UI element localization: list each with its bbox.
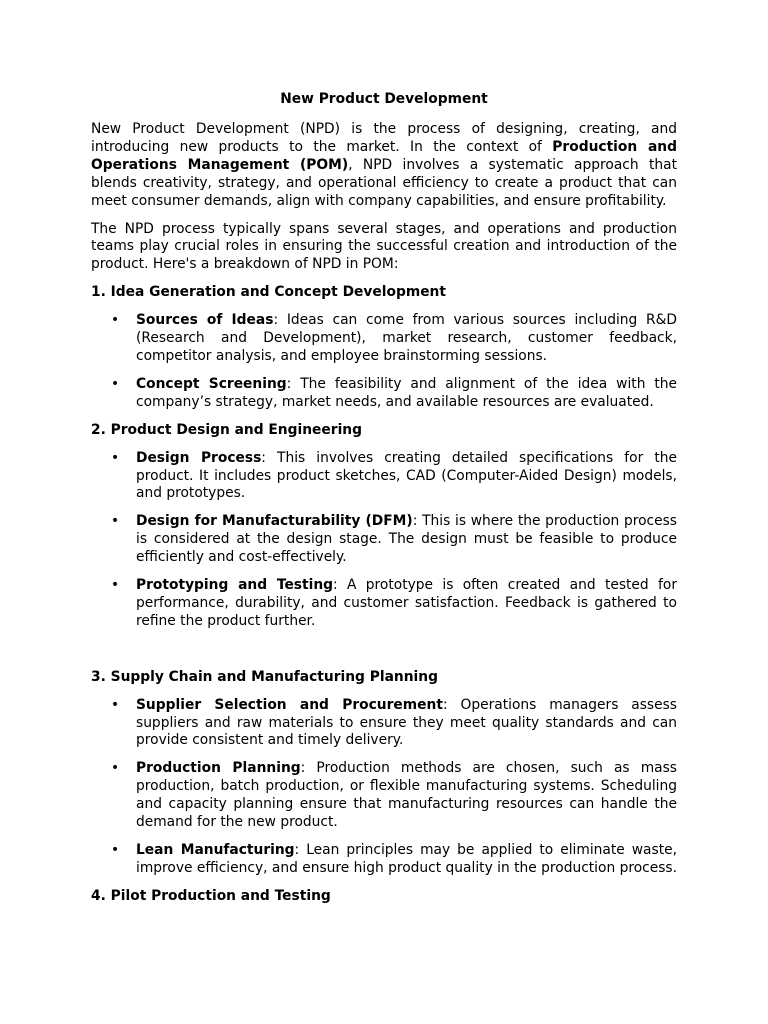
bullet-icon: • xyxy=(111,760,120,777)
intro-paragraph-2: The NPD process typically spans several stages, and operations and production teams play crucial roles in ensuring the successful creation and introduction of the product. Here's a breakdown of NPD in POM: xyxy=(91,220,677,273)
list-item-text: : Lean principles may be applied to eliminate waste, improve efficiency, and ensure high product quality in the production process. xyxy=(136,842,677,876)
list-item-term: Sources of Ideas xyxy=(136,312,274,329)
list-item xyxy=(91,450,677,504)
section-spacer xyxy=(91,641,677,669)
section-heading-4: 4. Pilot Production and Testing xyxy=(91,887,331,904)
list-item xyxy=(91,697,677,751)
section-2-list xyxy=(91,450,677,631)
list-item xyxy=(91,376,677,412)
list-item-term: Prototyping and Testing xyxy=(136,577,334,594)
list-item-term: Design for Manufacturability (DFM) xyxy=(136,513,413,530)
bullet-icon: • xyxy=(111,312,120,329)
list-item xyxy=(91,577,677,631)
list-item-term: Supplier Selection and Procurement xyxy=(136,696,443,713)
document-title: New Product Development xyxy=(280,91,488,107)
list-item-text: : A prototype is often created and tested for performance, durability, and customer satisfaction. Feedback is gathered to refine the product further. xyxy=(136,577,677,629)
list-item-text: : The feasibility and alignment of the idea with the company’s strategy, market needs, and available resources are evaluated. xyxy=(136,375,678,410)
list-item-text: : Operations managers assess suppliers and raw materials to ensure they meet quality standards and can provide consistent and timely delivery. xyxy=(136,696,677,749)
list-item xyxy=(91,513,677,567)
list-item xyxy=(91,312,677,366)
section-1-list xyxy=(91,312,677,412)
list-item-term: Design Process xyxy=(136,449,262,466)
list-item xyxy=(91,842,677,878)
list-item-text: : This is where the production process is considered at the design stage. The design must be feasible to produce efficiently and cost-effectively. xyxy=(136,513,677,566)
bullet-icon: • xyxy=(111,842,120,858)
section-3-list xyxy=(91,697,677,878)
intro-paragraph-1 xyxy=(91,121,677,211)
list-item-text: : Ideas can come from various sources including R&D (Research and Development), market research, customer feedback, competitor analysis, and employee brainstorming sessions. xyxy=(136,312,677,364)
list-item-term: Production Planning xyxy=(136,760,301,777)
list-item xyxy=(91,760,677,832)
bullet-icon: • xyxy=(111,696,120,713)
bullet-icon: • xyxy=(111,375,120,392)
section-heading-2: 2. Product Design and Engineering xyxy=(91,421,362,438)
section-heading-3: 3. Supply Chain and Manufacturing Planning xyxy=(91,668,438,685)
list-item-text: : Production methods are chosen, such as mass production, batch production, or flexible manufacturing systems. Scheduling and capacity planning ensure that manufacturing resources can handle the demand for the new product. xyxy=(136,760,677,831)
list-item-text: : This involves creating detailed specifications for the product. It includes product sketches, CAD (Computer-Aided Design) models, and prototypes. xyxy=(136,449,677,502)
bullet-icon: • xyxy=(111,577,120,594)
list-item-term: Concept Screening xyxy=(136,375,287,392)
section-heading-1: 1. Idea Generation and Concept Development xyxy=(91,284,446,301)
intro-text-b: , NPD involves a systematic approach that blends creativity, strategy, and operational efficiency to create a product that can meet consumer demands, align with company capabilities, and ensure profitability. xyxy=(91,156,677,209)
bullet-icon: • xyxy=(111,513,120,530)
list-item-term: Lean Manufacturing xyxy=(136,842,295,858)
intro-bold-term: Production and Operations Management (POM) xyxy=(91,138,677,173)
bullet-icon: • xyxy=(111,449,120,466)
intro-text-a: New Product Development (NPD) is the process of designing, creating, and introducing new products to the market. In the context of xyxy=(91,121,677,155)
document-page xyxy=(91,91,677,916)
